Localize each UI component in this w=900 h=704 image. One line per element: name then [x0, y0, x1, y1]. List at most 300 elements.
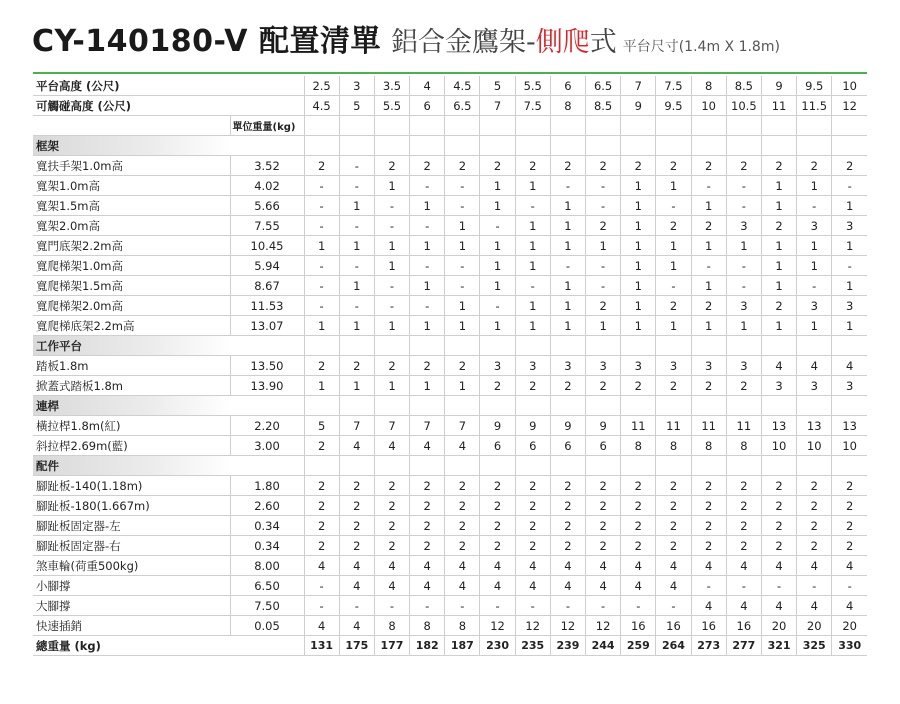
blank-cell: [304, 456, 339, 476]
total-value: 177: [374, 636, 409, 656]
quantity-cell: 4: [656, 576, 691, 596]
quantity-cell: 13: [761, 416, 796, 436]
quantity-cell: 2: [480, 516, 515, 536]
quantity-cell: 1: [621, 196, 656, 216]
quantity-cell: -: [374, 196, 409, 216]
blank-cell: [339, 396, 374, 416]
quantity-cell: 1: [691, 316, 726, 336]
quantity-cell: -: [726, 276, 761, 296]
blank-cell: [761, 396, 796, 416]
quantity-cell: -: [586, 256, 621, 276]
quantity-cell: 4: [339, 616, 374, 636]
quantity-cell: -: [656, 276, 691, 296]
quantity-cell: 2: [339, 356, 374, 376]
quantity-cell: 1: [374, 176, 409, 196]
blank-cell: [33, 116, 230, 136]
blank-cell: [515, 336, 550, 356]
quantity-cell: 2: [832, 516, 867, 536]
header-value: 4.5: [445, 76, 480, 96]
quantity-cell: 3: [797, 376, 832, 396]
quantity-cell: 2: [480, 496, 515, 516]
header-value: 3.5: [374, 76, 409, 96]
quantity-cell: -: [797, 576, 832, 596]
quantity-cell: 2: [586, 496, 621, 516]
blank-cell: [374, 136, 409, 156]
quantity-cell: 1: [621, 296, 656, 316]
blank-cell: [515, 456, 550, 476]
unit-weight: 4.02: [230, 176, 304, 196]
quantity-cell: -: [550, 176, 585, 196]
quantity-cell: 11: [621, 416, 656, 436]
blank-cell: [761, 116, 796, 136]
quantity-cell: 2: [304, 436, 339, 456]
item-name: 寬爬梯架1.0m高: [33, 256, 230, 276]
table-row: [33, 416, 867, 436]
quantity-cell: 1: [550, 196, 585, 216]
quantity-cell: -: [761, 576, 796, 596]
quantity-cell: 1: [515, 216, 550, 236]
quantity-cell: -: [515, 196, 550, 216]
quantity-cell: -: [691, 256, 726, 276]
quantity-cell: 2: [515, 536, 550, 556]
configuration-table: [33, 76, 867, 656]
quantity-cell: 2: [374, 536, 409, 556]
quantity-cell: 3: [621, 356, 656, 376]
quantity-cell: 11: [691, 416, 726, 436]
item-name: 寬架2.0m高: [33, 216, 230, 236]
header-row: [33, 76, 867, 96]
table-row: [33, 176, 867, 196]
quantity-cell: 2: [304, 476, 339, 496]
quantity-cell: 2: [374, 356, 409, 376]
quantity-cell: -: [480, 216, 515, 236]
quantity-cell: 4: [515, 576, 550, 596]
quantity-cell: 2: [445, 516, 480, 536]
quantity-cell: 11: [656, 416, 691, 436]
quantity-cell: 4: [515, 556, 550, 576]
quantity-cell: -: [304, 196, 339, 216]
quantity-cell: 2: [726, 156, 761, 176]
quantity-cell: -: [304, 176, 339, 196]
quantity-cell: 1: [304, 376, 339, 396]
quantity-cell: 1: [726, 316, 761, 336]
blank-cell: [374, 396, 409, 416]
quantity-cell: 4: [691, 556, 726, 576]
header-value: 8: [550, 96, 585, 116]
total-value: 277: [726, 636, 761, 656]
total-value: 239: [550, 636, 585, 656]
quantity-cell: -: [304, 256, 339, 276]
item-name: 煞車輪(荷重500kg): [33, 556, 230, 576]
blank-cell: [550, 136, 585, 156]
header-value: 7: [480, 96, 515, 116]
quantity-cell: 2: [550, 476, 585, 496]
quantity-cell: 2: [480, 156, 515, 176]
quantity-cell: -: [656, 196, 691, 216]
quantity-cell: 4: [339, 556, 374, 576]
table-row: [33, 276, 867, 296]
item-name: 寬架1.0m高: [33, 176, 230, 196]
quantity-cell: -: [374, 216, 409, 236]
blank-cell: [586, 116, 621, 136]
blank-cell: [304, 336, 339, 356]
quantity-cell: 3: [480, 356, 515, 376]
quantity-cell: 13: [797, 416, 832, 436]
total-value: 230: [480, 636, 515, 656]
quantity-cell: -: [339, 216, 374, 236]
quantity-cell: 1: [515, 316, 550, 336]
blank-cell: [797, 396, 832, 416]
header-value: 5: [480, 76, 515, 96]
quantity-cell: 2: [480, 476, 515, 496]
total-value: 235: [515, 636, 550, 656]
quantity-cell: 2: [515, 496, 550, 516]
quantity-cell: -: [304, 296, 339, 316]
quantity-cell: 1: [480, 256, 515, 276]
unit-weight: 13.50: [230, 356, 304, 376]
blank-cell: [621, 336, 656, 356]
blank-cell: [761, 456, 796, 476]
section-header-row: [33, 456, 867, 476]
header-value: 3: [339, 76, 374, 96]
quantity-cell: 4: [304, 556, 339, 576]
unit-weight: 1.80: [230, 476, 304, 496]
blank-cell: [586, 396, 621, 416]
unit-weight-row: [33, 116, 867, 136]
table-row: [33, 496, 867, 516]
blank-cell: [480, 136, 515, 156]
quantity-cell: 4: [586, 576, 621, 596]
quantity-cell: 2: [445, 356, 480, 376]
table-row: [33, 536, 867, 556]
blank-cell: [832, 116, 867, 136]
quantity-cell: 2: [304, 356, 339, 376]
quantity-cell: 2: [691, 216, 726, 236]
header-value: 10: [832, 76, 867, 96]
quantity-cell: 1: [515, 296, 550, 316]
header-value: 8.5: [586, 96, 621, 116]
quantity-cell: 3: [797, 216, 832, 236]
quantity-cell: 2: [656, 516, 691, 536]
blank-cell: [374, 456, 409, 476]
item-name: 小腳撐: [33, 576, 230, 596]
quantity-cell: 4: [797, 356, 832, 376]
blank-cell: [656, 456, 691, 476]
title-bar: [32, 16, 780, 62]
blank-cell: [797, 116, 832, 136]
quantity-cell: 1: [797, 256, 832, 276]
header-value: 6: [550, 76, 585, 96]
unit-weight-label: 單位重量(kg): [230, 116, 304, 136]
header-row: [33, 96, 867, 116]
quantity-cell: 1: [550, 296, 585, 316]
quantity-cell: -: [304, 276, 339, 296]
blank-cell: [832, 336, 867, 356]
blank-cell: [445, 456, 480, 476]
quantity-cell: 2: [832, 156, 867, 176]
quantity-cell: 2: [515, 156, 550, 176]
quantity-cell: 2: [726, 376, 761, 396]
quantity-cell: 1: [410, 316, 445, 336]
quantity-cell: -: [797, 276, 832, 296]
blank-cell: [832, 456, 867, 476]
quantity-cell: 1: [339, 236, 374, 256]
quantity-cell: 9: [586, 416, 621, 436]
quantity-cell: 2: [374, 516, 409, 536]
header-label: 可觸碰高度 (公尺): [33, 96, 304, 116]
unit-weight: 2.60: [230, 496, 304, 516]
quantity-cell: 2: [797, 536, 832, 556]
quantity-cell: -: [586, 276, 621, 296]
quantity-cell: 2: [586, 376, 621, 396]
quantity-cell: 1: [550, 316, 585, 336]
total-value: 187: [445, 636, 480, 656]
header-value: 6: [410, 96, 445, 116]
header-value: 9: [761, 76, 796, 96]
quantity-cell: 8: [621, 436, 656, 456]
quantity-cell: 2: [761, 156, 796, 176]
quantity-cell: 2: [445, 496, 480, 516]
header-value: 8: [691, 76, 726, 96]
blank-cell: [230, 456, 304, 476]
quantity-cell: 1: [550, 236, 585, 256]
item-name: 大腳撐: [33, 596, 230, 616]
quantity-cell: -: [797, 196, 832, 216]
quantity-cell: -: [656, 596, 691, 616]
table-row: [33, 376, 867, 396]
quantity-cell: 2: [621, 536, 656, 556]
quantity-cell: 1: [761, 276, 796, 296]
blank-cell: [339, 136, 374, 156]
quantity-cell: 16: [691, 616, 726, 636]
quantity-cell: -: [445, 196, 480, 216]
quantity-cell: 3: [832, 216, 867, 236]
quantity-cell: 4: [832, 356, 867, 376]
table-row: [33, 316, 867, 336]
quantity-cell: 2: [691, 156, 726, 176]
quantity-cell: 10: [797, 436, 832, 456]
quantity-cell: 2: [410, 516, 445, 536]
item-name: 寬爬梯架2.0m高: [33, 296, 230, 316]
quantity-cell: 1: [374, 236, 409, 256]
quantity-cell: 1: [656, 256, 691, 276]
blank-cell: [797, 456, 832, 476]
quantity-cell: 16: [621, 616, 656, 636]
header-value: 10.5: [726, 96, 761, 116]
quantity-cell: 1: [339, 196, 374, 216]
quantity-cell: 1: [797, 236, 832, 256]
blank-cell: [410, 396, 445, 416]
header-value: 10: [691, 96, 726, 116]
quantity-cell: 12: [480, 616, 515, 636]
quantity-cell: -: [374, 596, 409, 616]
quantity-cell: 1: [761, 176, 796, 196]
table-row: [33, 596, 867, 616]
quantity-cell: 2: [339, 516, 374, 536]
quantity-cell: 2: [621, 376, 656, 396]
quantity-cell: 4: [410, 436, 445, 456]
quantity-cell: 8: [656, 436, 691, 456]
quantity-cell: 2: [586, 216, 621, 236]
quantity-cell: -: [586, 176, 621, 196]
item-name: 寬架1.5m高: [33, 196, 230, 216]
quantity-cell: 2: [339, 496, 374, 516]
quantity-cell: -: [304, 216, 339, 236]
quantity-cell: 4: [339, 436, 374, 456]
quantity-cell: 2: [726, 496, 761, 516]
blank-cell: [230, 136, 304, 156]
quantity-cell: 2: [761, 296, 796, 316]
section-title: 配件: [33, 456, 230, 476]
quantity-cell: -: [410, 296, 445, 316]
quantity-cell: -: [550, 596, 585, 616]
total-value: 131: [304, 636, 339, 656]
header-value: 6.5: [445, 96, 480, 116]
quantity-cell: 3: [656, 356, 691, 376]
blank-cell: [550, 456, 585, 476]
blank-cell: [304, 396, 339, 416]
quantity-cell: 4: [445, 576, 480, 596]
product-type-suffix: 式: [589, 27, 617, 58]
quantity-cell: 3: [515, 356, 550, 376]
quantity-cell: 3: [726, 356, 761, 376]
quantity-cell: 16: [656, 616, 691, 636]
quantity-cell: 2: [445, 156, 480, 176]
total-value: 273: [691, 636, 726, 656]
unit-weight: 3.52: [230, 156, 304, 176]
quantity-cell: 3: [832, 376, 867, 396]
quantity-cell: 4: [374, 556, 409, 576]
quantity-cell: 1: [586, 236, 621, 256]
quantity-cell: 4: [339, 576, 374, 596]
quantity-cell: 2: [656, 216, 691, 236]
blank-cell: [230, 336, 304, 356]
quantity-cell: -: [726, 256, 761, 276]
blank-cell: [726, 336, 761, 356]
unit-weight: 6.50: [230, 576, 304, 596]
quantity-cell: 2: [410, 356, 445, 376]
blank-cell: [445, 136, 480, 156]
quantity-cell: 1: [832, 316, 867, 336]
quantity-cell: 8: [410, 616, 445, 636]
top-accent-line: [33, 72, 867, 74]
quantity-cell: 4: [621, 576, 656, 596]
quantity-cell: -: [374, 296, 409, 316]
item-name: 快速插銷: [33, 616, 230, 636]
item-name: 寬扶手架1.0m高: [33, 156, 230, 176]
quantity-cell: 9: [515, 416, 550, 436]
quantity-cell: 1: [656, 236, 691, 256]
quantity-cell: 2: [691, 536, 726, 556]
quantity-cell: 2: [445, 476, 480, 496]
total-value: 325: [797, 636, 832, 656]
blank-cell: [480, 116, 515, 136]
quantity-cell: 3: [586, 356, 621, 376]
header-value: 7.5: [656, 76, 691, 96]
quantity-cell: -: [515, 596, 550, 616]
quantity-cell: 3: [550, 356, 585, 376]
blank-cell: [691, 116, 726, 136]
quantity-cell: 6: [586, 436, 621, 456]
quantity-cell: 2: [761, 536, 796, 556]
blank-cell: [445, 396, 480, 416]
blank-cell: [656, 116, 691, 136]
blank-cell: [550, 336, 585, 356]
quantity-cell: 4: [480, 556, 515, 576]
unit-weight: 13.07: [230, 316, 304, 336]
quantity-cell: 2: [410, 156, 445, 176]
blank-cell: [656, 336, 691, 356]
blank-cell: [230, 396, 304, 416]
quantity-cell: 9: [550, 416, 585, 436]
quantity-cell: 1: [691, 276, 726, 296]
quantity-cell: 4: [445, 436, 480, 456]
quantity-cell: -: [339, 296, 374, 316]
quantity-cell: -: [410, 596, 445, 616]
header-value: 5: [339, 96, 374, 116]
table-row: [33, 236, 867, 256]
item-name: 腳趾板-180(1.667m): [33, 496, 230, 516]
quantity-cell: 2: [797, 476, 832, 496]
blank-cell: [304, 136, 339, 156]
quantity-cell: 5: [304, 416, 339, 436]
quantity-cell: 4: [761, 556, 796, 576]
header-value: 7.5: [515, 96, 550, 116]
quantity-cell: 6: [515, 436, 550, 456]
quantity-cell: 12: [586, 616, 621, 636]
quantity-cell: 10: [761, 436, 796, 456]
section-title: 框架: [33, 136, 230, 156]
header-label: 平台高度 (公尺): [33, 76, 304, 96]
item-name: 腳趾板固定器-左: [33, 516, 230, 536]
quantity-cell: 2: [586, 156, 621, 176]
quantity-cell: 2: [832, 536, 867, 556]
blank-cell: [726, 136, 761, 156]
quantity-cell: 8: [691, 436, 726, 456]
quantity-cell: 4: [797, 556, 832, 576]
quantity-cell: 2: [515, 516, 550, 536]
unit-weight: 7.55: [230, 216, 304, 236]
blank-cell: [339, 336, 374, 356]
quantity-cell: -: [410, 256, 445, 276]
quantity-cell: 2: [691, 476, 726, 496]
unit-weight: 2.20: [230, 416, 304, 436]
quantity-cell: -: [621, 596, 656, 616]
blank-cell: [726, 116, 761, 136]
unit-weight: 5.66: [230, 196, 304, 216]
product-type-highlight: 側爬: [535, 27, 590, 58]
quantity-cell: 1: [550, 216, 585, 236]
quantity-cell: 1: [445, 296, 480, 316]
section-header-row: [33, 396, 867, 416]
quantity-cell: 2: [691, 296, 726, 316]
quantity-cell: 1: [374, 256, 409, 276]
blank-cell: [691, 336, 726, 356]
quantity-cell: 2: [550, 376, 585, 396]
quantity-cell: 2: [550, 536, 585, 556]
blank-cell: [480, 336, 515, 356]
quantity-cell: 4: [586, 556, 621, 576]
quantity-cell: 2: [304, 496, 339, 516]
quantity-cell: 1: [304, 316, 339, 336]
section-title: 工作平台: [33, 336, 230, 356]
quantity-cell: -: [586, 596, 621, 616]
quantity-cell: 1: [515, 176, 550, 196]
unit-weight: 3.00: [230, 436, 304, 456]
total-value: 182: [410, 636, 445, 656]
quantity-cell: -: [832, 176, 867, 196]
quantity-cell: 2: [621, 496, 656, 516]
